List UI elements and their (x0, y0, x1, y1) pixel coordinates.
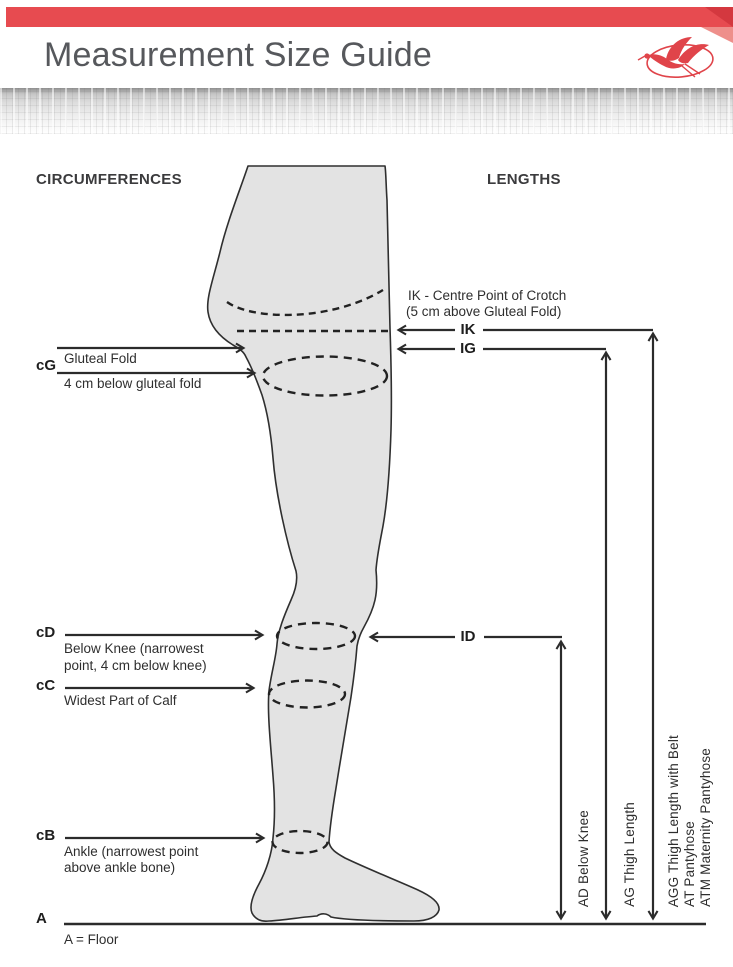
code-cg: cG (36, 357, 57, 374)
label-atm-maternity-pantyhose: ATM Maternity Pantyhose (698, 748, 713, 907)
label-floor: A = Floor (64, 932, 119, 947)
page-title: Measurement Size Guide (44, 36, 433, 74)
code-id: ID (460, 628, 476, 645)
code-a: A (36, 910, 47, 927)
code-cb: cB (36, 827, 56, 844)
section-heading-circumferences: CIRCUMFERENCES (36, 171, 182, 188)
label-widest-calf: Widest Part of Calf (64, 693, 177, 708)
code-cd: cD (36, 624, 56, 641)
label-agg-thigh-length-with-belt: AGG Thigh Length with Belt (666, 734, 681, 907)
ik-note-line1: IK - Centre Point of Crotch (408, 288, 567, 303)
label-below-knee-line1: Below Knee (narrowest (64, 641, 204, 656)
code-cc: cC (36, 677, 56, 694)
label-ankle-line2: above ankle bone) (64, 860, 176, 875)
label-ankle-line1: Ankle (narrowest point (64, 844, 199, 859)
code-ig: IG (460, 340, 476, 357)
leg-silhouette (208, 166, 439, 921)
code-ik: IK (460, 321, 476, 338)
ik-note-line2: (5 cm above Gluteal Fold) (406, 304, 562, 319)
label-gluteal-fold: Gluteal Fold (64, 351, 137, 366)
label-ad-below-knee: AD Below Knee (576, 809, 591, 907)
section-heading-lengths: LENGTHS (487, 171, 561, 188)
label-ag-thigh-length: AG Thigh Length (622, 802, 637, 907)
label-at-pantyhose: AT Pantyhose (682, 821, 697, 907)
label-below-gluteal-fold: 4 cm below gluteal fold (64, 376, 202, 391)
label-below-knee-line2: point, 4 cm below knee) (64, 658, 207, 673)
